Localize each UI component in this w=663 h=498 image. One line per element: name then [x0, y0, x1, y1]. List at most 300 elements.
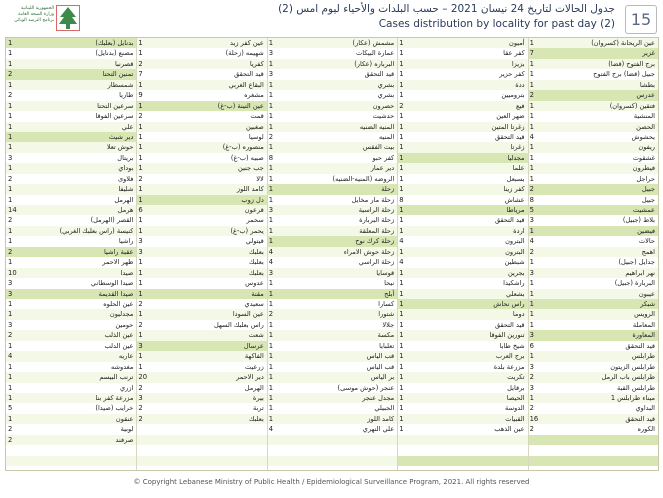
logo-line-1: الجمهورية اللبنانية [20, 6, 54, 11]
case-count: 1 [138, 226, 143, 235]
locality-name: فيطرون [632, 164, 655, 173]
case-count: 1 [138, 216, 143, 225]
locality-name: بجرين [508, 268, 525, 277]
case-count: 1 [268, 122, 274, 131]
locality-name: البقاع الغربي [228, 80, 264, 89]
locality-name: صبيه (ب-غ) [230, 153, 264, 162]
case-count: 1 [8, 258, 13, 267]
case-count [267, 435, 317, 445]
case-count: 1 [268, 39, 274, 47]
locality-name: بتروميين [501, 91, 525, 100]
locality-name: مشمش (عكار) [352, 39, 395, 47]
locality-name: سحمر [246, 216, 264, 225]
locality-name: بعلبك [249, 414, 264, 423]
locality-name: دير الاحمر [236, 373, 264, 382]
locality-name: قب الياس [366, 352, 395, 361]
case-count: 2 [8, 331, 13, 340]
case-count: 1 [138, 310, 143, 319]
locality-name: مجدليون [109, 310, 134, 319]
case-count: 1 [399, 310, 404, 319]
case-count: 3 [268, 206, 274, 215]
locality-name: طرابلس باب الرمل [601, 373, 655, 382]
case-count: 2 [8, 435, 13, 444]
locality-name: عنجر (حوش موسى) [337, 383, 395, 392]
case-count: 1 [399, 383, 404, 392]
case-count: 1 [529, 320, 534, 329]
locality-name: ترنب البيسم [99, 373, 134, 382]
locality-name: قيد التحقق [625, 341, 655, 350]
case-count: 1 [268, 91, 274, 100]
case-count: 8 [529, 195, 534, 204]
case-count: 3 [529, 331, 534, 340]
locality-name: فلاوى [117, 174, 134, 183]
case-count: 1 [138, 195, 143, 204]
case-count: 2 [529, 185, 534, 194]
case-count: 1 [399, 164, 404, 173]
locality-name: عين الذهب [494, 425, 525, 434]
case-count: 1 [268, 216, 274, 225]
locality-name: كفر عقا [503, 49, 525, 58]
case-count: 1 [529, 153, 534, 162]
locality-name: لوسيا [248, 132, 264, 141]
locality-name: جبيل [641, 185, 655, 194]
case-count: 1 [268, 195, 274, 204]
case-count: 1 [529, 300, 534, 308]
page-header [0, 0, 663, 34]
locality-name: المنيه الضنيه [359, 122, 395, 131]
case-count: 1 [268, 143, 274, 152]
locality-name: بعلبك [249, 268, 264, 277]
case-count: 1 [399, 91, 404, 100]
locality-name: شبكر [640, 300, 655, 308]
case-count: 1 [8, 112, 13, 121]
locality-name: حدشيت [372, 112, 395, 121]
locality-name: قمت [250, 112, 264, 121]
case-count: 4 [529, 237, 534, 246]
locality-name: علي [121, 122, 134, 131]
locality-name: كفر حزير [499, 70, 525, 79]
locality-name: بر الياس [370, 373, 395, 382]
locality-name: جلالا [382, 320, 395, 329]
locality-name: القصر (الهرمل) [90, 216, 134, 225]
case-count [6, 445, 56, 455]
locality-name: اهمج [641, 247, 655, 256]
locality-name: صيدا [120, 268, 134, 277]
case-count: 1 [268, 101, 274, 110]
locality-name: عقبة راشيا [103, 247, 134, 256]
case-count: 7 [138, 70, 143, 79]
case-count [6, 456, 56, 466]
locality-name: حالات [638, 237, 655, 246]
case-count: 1 [138, 101, 143, 110]
locality-name: بريتال [117, 153, 134, 162]
case-count: 5 [529, 206, 534, 215]
locality-name: قيد التحقق [625, 414, 655, 423]
case-count: 1 [529, 174, 534, 183]
case-count: 2 [529, 247, 534, 256]
case-count: 1 [138, 49, 143, 58]
locality-name: بشعلي [506, 289, 525, 298]
locality-name: زحلة الراسي [358, 258, 395, 267]
locality-name: لوبية [120, 425, 134, 434]
case-count: 2 [138, 59, 143, 68]
case-count: 3 [529, 216, 534, 225]
case-count: 4 [268, 425, 274, 434]
case-count: 5 [8, 404, 13, 413]
case-count: 2 [138, 383, 143, 392]
locality-name [447, 435, 525, 445]
case-count: 1 [138, 362, 143, 371]
case-count: 4 [529, 132, 534, 141]
case-count: 1 [8, 39, 13, 47]
case-count: 1 [399, 425, 404, 434]
case-count: 1 [268, 59, 274, 68]
case-count: 1 [399, 143, 404, 152]
locality-name: عشاش [504, 195, 525, 204]
locality-name: زحلة [381, 185, 395, 194]
case-count: 4 [399, 237, 404, 246]
column-divider [528, 38, 529, 470]
locality-name: يحشوش [631, 132, 655, 141]
locality-name: راس بعلبك السهل [214, 320, 264, 329]
locality-name: المعاملة [632, 320, 655, 329]
locality-name: مجدل عنجر [362, 393, 395, 402]
locality-name: بلاط (جبيل) [622, 216, 655, 225]
case-count: 3 [138, 341, 143, 350]
case-count: 8 [399, 195, 404, 204]
case-count: 1 [399, 122, 404, 131]
case-count: 9 [138, 91, 143, 100]
locality-name: عمشيت [632, 206, 655, 215]
locality-name: عرسال [243, 341, 264, 350]
locality-name [56, 445, 134, 455]
case-count [397, 456, 447, 466]
case-count: 3 [268, 268, 274, 277]
locality-name: كفريا [249, 59, 264, 68]
case-count: 1 [399, 132, 404, 141]
case-count: 1 [399, 300, 404, 308]
locality-name: فيع [515, 101, 525, 110]
case-count: 3 [529, 268, 534, 277]
case-count: 3 [8, 279, 13, 288]
case-count: 1 [399, 59, 404, 68]
case-count: 1 [8, 362, 13, 371]
locality-name: دوما [512, 310, 525, 319]
locality-name: ددة [515, 80, 525, 89]
locality-name: عدوس [245, 279, 264, 288]
case-count: 3 [529, 383, 534, 392]
case-count: 1 [268, 164, 274, 173]
case-count: 1 [399, 279, 404, 288]
case-count: 1 [529, 289, 534, 298]
locality-name: شليفا [118, 185, 134, 194]
case-count: 1 [399, 206, 404, 215]
case-count: 1 [8, 59, 13, 68]
locality-name: كنيسة (راس بعلبك الغربي) [59, 226, 134, 235]
case-count: 2 [138, 320, 143, 329]
locality-name: عاريه [118, 352, 134, 361]
locality-name: مزرعة بلدة [493, 362, 525, 371]
locality-name: سرعين التحتا [97, 101, 134, 110]
case-count: 1 [138, 331, 143, 340]
locality-name: فيضين [637, 226, 655, 235]
locality-name: الهرمل [114, 195, 134, 204]
case-count: 2 [8, 425, 13, 434]
locality-name: زحلة الراسية [358, 206, 395, 215]
case-count: 1 [529, 112, 534, 121]
case-count: 1 [529, 393, 534, 402]
locality-name: البترون [505, 247, 525, 256]
case-count: 1 [529, 164, 534, 173]
case-count: 1 [399, 393, 404, 402]
cedar-emblem-icon [56, 5, 80, 31]
case-count: 1 [268, 362, 274, 371]
case-count: 1 [138, 39, 143, 47]
locality-name: بيت الفقس [362, 143, 395, 152]
locality-name: عين السودا [232, 310, 264, 319]
locality-name: بوداي [118, 164, 134, 173]
locality-name: عين الدلب [104, 341, 134, 350]
case-count: 1 [138, 122, 143, 131]
case-count: 1 [138, 132, 143, 141]
locality-name: بيرة [252, 393, 264, 402]
case-count: 14 [8, 206, 17, 215]
locality-name: قصرنبا [115, 59, 134, 68]
case-count: 2 [138, 300, 143, 308]
case-count: 1 [8, 164, 13, 173]
case-count: 1 [8, 300, 13, 308]
locality-name [316, 445, 394, 455]
case-count: 1 [268, 226, 274, 235]
case-count: 2 [8, 91, 13, 100]
case-count: 1 [8, 195, 13, 204]
case-count: 1 [399, 226, 404, 235]
case-count: 2 [138, 174, 143, 183]
locality-name: شهيمه (زحلة) [225, 49, 264, 58]
case-count: 1 [399, 373, 404, 382]
locality-name: عين الذلب [104, 331, 134, 340]
case-count: 10 [8, 268, 17, 277]
locality-name: أبلح [384, 289, 395, 298]
locality-name: بعلبك [249, 258, 264, 267]
case-count: 1 [399, 153, 404, 162]
locality-name: قرعون [244, 206, 264, 215]
case-count [136, 424, 186, 434]
case-count: 1 [138, 352, 143, 361]
locality-name: برقايل [507, 383, 525, 392]
locality-name: جدايل (جبيل) [618, 258, 655, 267]
locality-name: قيد التحقق [494, 216, 525, 225]
locality-name: عين الحلوه [103, 300, 134, 308]
case-count: 1 [399, 39, 404, 47]
case-count: 8 [268, 153, 274, 162]
locality-name: بطشا [639, 80, 655, 89]
case-count: 1 [8, 341, 13, 350]
case-count: 2 [268, 132, 274, 141]
case-count: 1 [138, 80, 143, 89]
locality-name: ميناء طرابلس 1 [610, 393, 655, 402]
locality-name: تمنين التحتا [102, 70, 134, 79]
case-count: 1 [8, 49, 13, 58]
case-count: 1 [268, 373, 274, 382]
case-count [528, 445, 578, 455]
locality-name [577, 435, 655, 445]
locality-name: قيتولي [245, 237, 264, 246]
case-count: 2 [529, 404, 534, 413]
locality-name: بشري [377, 91, 395, 100]
case-count: 1 [399, 331, 404, 340]
locality-name: مكسة [377, 331, 395, 340]
locality-name: صرفند [115, 435, 134, 444]
case-count: 1 [399, 112, 404, 121]
logo-line-2: وزارة الصحة العامة [18, 12, 54, 17]
case-count: 1 [399, 80, 404, 89]
locality-name: عين كفر زيد [230, 39, 264, 47]
locality-name: شتورا [378, 310, 395, 319]
copyright-footer: © Copyright Lebanese Ministry of Public Health / Epidemiological Surveillance Program, 2021. All rights reserved [133, 478, 530, 486]
locality-name: شعت [248, 331, 264, 340]
locality-name [577, 456, 655, 466]
locality-name: مجدليا [507, 153, 525, 162]
locality-name: دير عمار [370, 164, 395, 173]
case-count: 1 [399, 404, 404, 413]
locality-name: قب الياس [366, 362, 395, 371]
locality-name: حوش تعلا [106, 143, 134, 152]
locality-name: الهرمل [244, 383, 264, 392]
locality-name: قيد التحقق [494, 132, 525, 141]
locality-name: القبيات [505, 414, 525, 423]
locality-name: زغرتا المتين [491, 122, 525, 131]
case-count: 2 [8, 70, 13, 79]
locality-name: تكريت [507, 373, 525, 382]
case-count: 3 [8, 289, 13, 298]
case-count: 2 [138, 404, 143, 413]
case-count: 1 [399, 414, 404, 423]
locality-name: الحصن [636, 122, 655, 131]
locality-name: ظهر الاحمر [102, 258, 134, 267]
locality-name: زحلة المعلقة [359, 226, 395, 235]
locality-name: دير شيث [108, 132, 134, 141]
case-count: 1 [8, 122, 13, 131]
case-count [528, 456, 578, 466]
locality-name: الحيصا [506, 393, 525, 402]
case-count: 1 [138, 268, 143, 277]
case-count: 1 [529, 59, 534, 68]
locality-name: نيحا [384, 279, 395, 288]
locality-name [186, 435, 264, 445]
locality-name: البداوي [635, 404, 655, 413]
case-count: 2 [529, 373, 534, 382]
case-count: 1 [399, 247, 404, 256]
case-count: 1 [138, 289, 143, 298]
case-count: 1 [399, 341, 404, 350]
case-count: 1 [8, 143, 13, 152]
locality-name: قيد التحقق [494, 320, 525, 329]
locality-name: الفاكهة [244, 352, 264, 361]
locality-name: جبيل (قضا) برج الفتوح [593, 70, 655, 79]
locality-name: دل زوب [241, 195, 264, 204]
case-count: 1 [268, 289, 274, 298]
locality-name: مصنع (بدنايل) [95, 49, 134, 58]
case-count: 1 [268, 352, 274, 361]
locality-name: الروضه (المنيه-الضنيه) [332, 174, 395, 183]
locality-name: الجبيلي [374, 404, 395, 413]
locality-name: تعلبايا [379, 341, 395, 350]
locality-name: بسبعل [506, 174, 525, 183]
locality-name: طاريا [119, 91, 134, 100]
case-count [136, 435, 186, 445]
locality-name: عدرس [636, 91, 655, 100]
case-count: 2 [529, 91, 534, 100]
locality-name: كامد اللوز [367, 414, 395, 423]
locality-name: المعاورة [632, 331, 655, 340]
locality-name: بزيزا [511, 59, 525, 68]
locality-name: زحلة كرك نوح [355, 237, 395, 246]
locality-name: راس نحاش [493, 300, 525, 308]
locality-name [56, 456, 134, 466]
case-count: 20 [138, 373, 148, 382]
locality-name [186, 445, 264, 455]
locality-name: خرايب (صيدا) [95, 404, 134, 413]
case-count: 2 [268, 310, 274, 319]
locality-name [316, 456, 394, 466]
case-count: 1 [529, 352, 534, 361]
case-count: 3 [138, 393, 143, 402]
case-count: 1 [268, 237, 274, 246]
locality-name: تنورين الفوقا [489, 331, 525, 340]
locality-name: بعلبك [249, 247, 264, 256]
case-count: 1 [529, 226, 534, 235]
locality-name: غشقوت [632, 153, 655, 162]
locality-name: غزير [642, 49, 655, 58]
case-count: 1 [268, 185, 274, 194]
case-count: 1 [529, 258, 534, 267]
case-count: 1 [8, 237, 13, 246]
locality-name [186, 424, 264, 434]
case-count: 1 [8, 226, 13, 235]
case-count: 3 [268, 49, 274, 58]
case-count: 16 [529, 414, 539, 423]
locality-name: البربارة (جبيل) [614, 279, 655, 288]
locality-name: أميون [508, 39, 525, 47]
case-count: 3 [529, 362, 534, 371]
case-count: 1 [8, 80, 13, 89]
locality-name: برج الفتوح (قضا) [608, 59, 655, 68]
case-count [397, 435, 447, 445]
case-count: 1 [529, 310, 534, 319]
case-count: 1 [399, 352, 404, 361]
page-title-english: Cases distribution by locality for past day (2) [378, 18, 615, 30]
case-count: 1 [399, 362, 404, 371]
case-count: 4 [399, 258, 404, 267]
locality-name: المنشية [633, 112, 655, 121]
locality-name: صيدا الوسطاني [90, 279, 134, 288]
case-count [267, 445, 317, 455]
locality-name: هرمل [117, 206, 134, 215]
locality-name: كسارا [378, 300, 395, 308]
locality-cases-table [5, 37, 659, 471]
case-count: 1 [268, 279, 274, 288]
case-count: 6 [138, 206, 143, 215]
case-count: 2 [399, 101, 404, 110]
case-count: 1 [8, 101, 13, 110]
case-count: 6 [529, 341, 534, 350]
column-divider [136, 38, 137, 470]
locality-name: عمارة البيكات [356, 49, 395, 58]
locality-name [447, 456, 525, 466]
case-count: 1 [529, 70, 534, 79]
locality-name: لالا [256, 174, 264, 183]
